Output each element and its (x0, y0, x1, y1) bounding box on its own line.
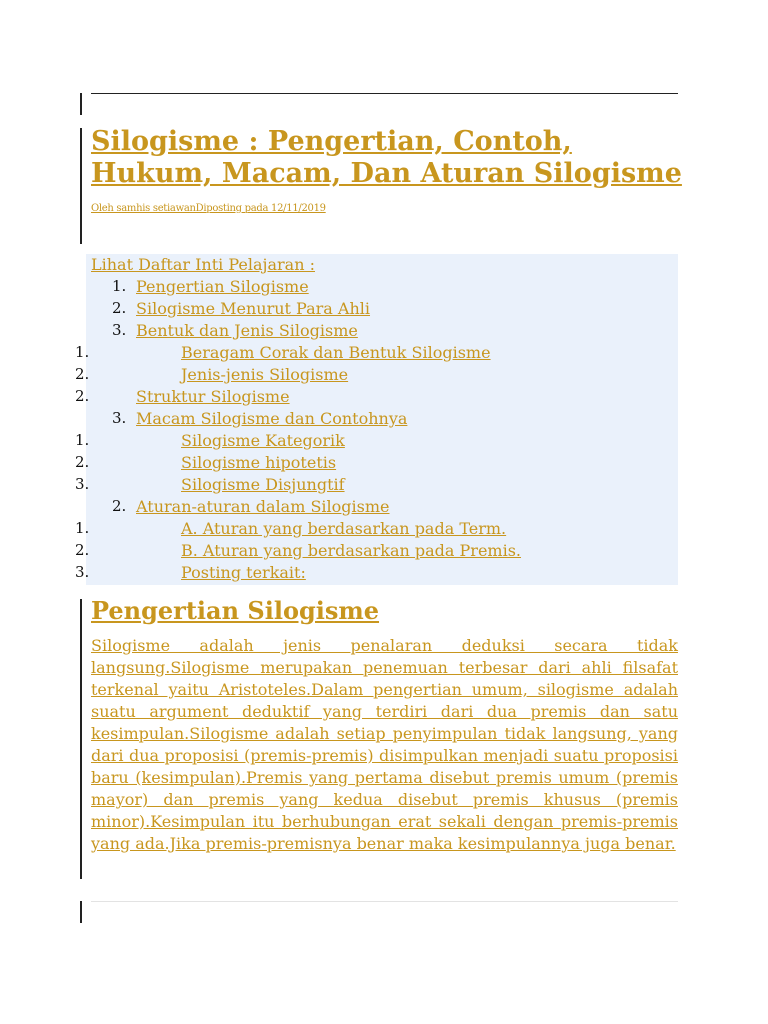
toc-item[interactable]: Posting terkait: (181, 563, 306, 582)
margin-bar (80, 128, 82, 244)
toc-item-number: 2. (112, 497, 127, 515)
margin-bar (80, 901, 82, 923)
toc-item[interactable]: Silogisme hipotetis (181, 453, 337, 472)
toc-item[interactable]: Jenis-jenis Silogisme (181, 365, 349, 384)
bottom-divider (91, 901, 678, 902)
toc-item[interactable]: Silogisme Menurut Para Ahli (136, 299, 371, 318)
toc-heading[interactable]: Lihat Daftar Inti Pelajaran : (91, 255, 315, 274)
toc-item-number: 1. (75, 519, 90, 537)
toc-item-number: 2. (75, 453, 90, 471)
section-heading[interactable]: Pengertian Silogisme (91, 596, 380, 625)
toc-item-number: 3. (75, 475, 90, 493)
toc-item[interactable]: B. Aturan yang berdasarkan pada Premis. (181, 541, 522, 560)
toc-item[interactable]: Bentuk dan Jenis Silogisme (136, 321, 358, 340)
table-of-contents (75, 254, 678, 585)
toc-item-number: 3. (112, 321, 127, 339)
toc-item[interactable]: Pengertian Silogisme (136, 277, 309, 296)
toc-item-number: 3. (75, 563, 90, 581)
toc-item-number: 2. (75, 365, 90, 383)
toc-item[interactable]: Aturan-aturan dalam Silogisme (136, 497, 390, 516)
toc-item-number: 3. (112, 409, 127, 427)
toc-item[interactable]: Macam Silogisme dan Contohnya (136, 409, 408, 428)
toc-item[interactable]: Beragam Corak dan Bentuk Silogisme (181, 343, 491, 362)
toc-item[interactable]: Struktur Silogisme (136, 387, 290, 406)
toc-item[interactable]: A. Aturan yang berdasarkan pada Term. (181, 519, 507, 538)
toc-item-number: 2. (75, 387, 90, 405)
top-divider (91, 93, 678, 94)
margin-bar (80, 599, 82, 879)
article-meta[interactable]: Oleh samhis setiawanDiposting pada 12/11/2019 (91, 203, 326, 214)
margin-bar (80, 93, 82, 115)
toc-item[interactable]: Silogisme Disjungtif (181, 475, 345, 494)
toc-item-number: 1. (112, 277, 127, 295)
article-title[interactable]: Silogisme : Pengertian, Contoh, Hukum, Macam, Dan Aturan Silogisme (91, 126, 682, 189)
toc-item-number: 1. (75, 343, 90, 361)
section-paragraph[interactable]: Silogisme adalah jenis penalaran deduksi secara tidak langsung.Silogisme merupakan penemuan terbesar dari ahli filsafat terkenal yaitu Aristoteles.Dalam pengertian umum, silogisme adalah suatu argument deduktif yang terdiri dari dua premis dan satu kesimpulan.Silogisme adalah setiap penyimpulan tidak langsung, yang dari dua proposisi (premis-premis) disimpulkan menjadi suatu proposisi baru (kesimpulan).Premis yang pertama disebut premis umum (premis mayor) dan premis yang kedua disebut premis khusus (premis minor).Kesimpulan itu berhubungan erat sekali dengan premis-premis yang ada.Jika premis-premisnya benar maka kesimpulannya juga benar. (91, 636, 678, 853)
toc-item-number: 2. (112, 299, 127, 317)
toc-item-number: 1. (75, 431, 90, 449)
toc-item[interactable]: Silogisme Kategorik (181, 431, 345, 450)
toc-item-number: 2. (75, 541, 90, 559)
